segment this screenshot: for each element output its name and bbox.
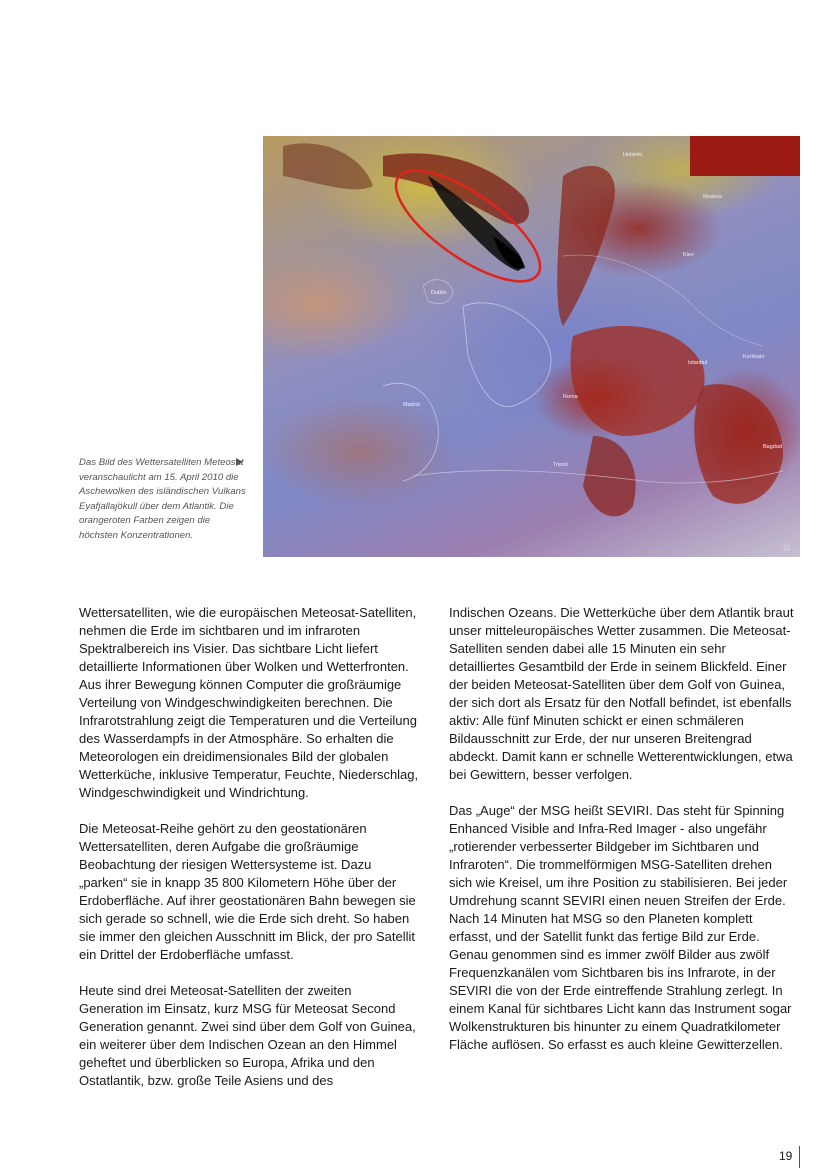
page-number: 19 [779, 1149, 793, 1163]
map-label-istanbul: Istanbul [688, 360, 708, 366]
paragraph: Heute sind drei Meteosat-Satelliten der zweiten Generation im Einsatz, kurz MSG für Meteosat Second Generation genannt. Zwei sind über dem Golf von Guinea, ein weiterer über dem Indischen Ozean an den Himmel geheftet und überblicken so Europa, Afrika und den Ostatlantik, bzw. große Teile Asiens und des [79, 983, 416, 1088]
map-label-moskva: Moskva [703, 194, 722, 200]
text-column-right [449, 604, 795, 1072]
map-label-dublin: Dublin [431, 290, 447, 296]
paragraph: Indischen Ozeans. Die Wetterküche über dem Atlantik braut unser mitteleuropäisches Wetter zusammen. Die Meteosat-Satelliten senden dabei alle 15 Minuten ein sehr detailliertes Gesamtbild der Erde in seinem Blickfeld. Einer der beiden Meteosat-Satelliten über dem Golf von Guinea, der sich dort als Ersatz für den Notfall befindet, ist ebenfalls aktiv: Alle fünf Minuten schickt er einen schmäleren Bildausschnitt zur Erde, der nur unseren Breitengrad abdeckt. Damit kann er schnelle Wetterentwicklungen, etwa bei Gewittern, besser verfolgen. [449, 605, 794, 782]
paragraph: Wettersatelliten, wie die europäischen Meteosat-Satelliten, nehmen die Erde im sichtbaren und im infraroten Spektralbereich ins Visier. Das sichtbare Licht liefert detaillierte Informationen über Wolken und Wetterfronten. Aus ihrer Bewegung können Computer die großräumige Verteilung von Windgeschwindigkeiten berechnen. Die Infrarotstrahlung zeigt die Temperaturen und die Verteilung des Wasserdampfs in der Atmosphäre. So erhalten die Meteorologen ein dreidimensionales Bild der globalen Wetterküche, inklusive Temperatur, Feuchte, Niederschlag, Windgeschwindigkeit und Windrichtung. [79, 605, 419, 800]
map-label-kiev: Kiev [683, 252, 694, 258]
map-label-kirikkale: Kırıkkale [743, 354, 765, 360]
map-label-roma: Roma [563, 394, 578, 400]
map-label-helsinki: Helsinki [623, 152, 643, 158]
map-label-bagdad: Bagdad [763, 444, 782, 450]
text-column-left [79, 604, 419, 1108]
figure-caption: Das Bild des Wettersatelliten Meteosat veranschaulicht am 15. April 2010 die Aschewolken des isländischen Vulkans Eyafjallajökull über dem Atlantik. Die orangeroten Farben zeigen die höchsten Konzentrationen. [79, 457, 246, 541]
paragraph: Die Meteosat-Reihe gehört zu den geostationären Wettersatelliten, deren Aufgabe die großräumige Beobachtung der riesigen Wettersysteme ist. Dazu „parken“ sie in knapp 35 800 Kilometern Höhe über der Erdoberfläche. Auf ihrer geostationären Bahn bewegen sie sich gerade so schnell, wie die Erde sich dreht. So haben sie immer den gleichen Ausschnitt im Blick, der pro Satellit ein Drittel der Erdoberfläche umfasst. [79, 821, 416, 962]
figure-corner-band [690, 136, 800, 176]
caption-arrow-icon [236, 458, 243, 466]
page-number-rule [799, 1146, 800, 1168]
eumetsat-logo-icon: ☼ [781, 539, 793, 553]
satellite-map-overlay [263, 136, 800, 557]
map-label-tripoli: Tripoli [553, 462, 568, 468]
map-label-madrid: Madrid [403, 402, 420, 408]
satellite-image [263, 136, 800, 557]
paragraph: Das „Auge“ der MSG heißt SEVIRI. Das steht für Spinning Enhanced Visible and Infra-Red Imager - also ungefähr „rotierender verbesserter Bildgeber im Sichtbaren und Infraroten“. Die trommelförmigen MSG-Satelliten drehen sich wie Kreisel, um ihre Position zu stabilisieren. Bei jeder Umdrehung scannt SEVIRI einen neuen Streifen der Erde. Nach 14 Minuten hat MSG so den Planeten komplett erfasst, und der Satellit funkt das fertige Bild zur Erde. Genau genommen sind es immer zwölf Bilder aus zwölf Frequenzkanälen vom Sichtbaren bis ins Infrarote, in der SEVIRI die von der Erde eintreffende Strahlung zerlegt. In einem Kanal für sichtbares Licht kann das Instrument sogar Wolkenstrukturen bis hinunter zu einem Quadratkilometer Fläche auflösen. So erfasst es auch kleine Gewitterzellen. [449, 803, 792, 1052]
